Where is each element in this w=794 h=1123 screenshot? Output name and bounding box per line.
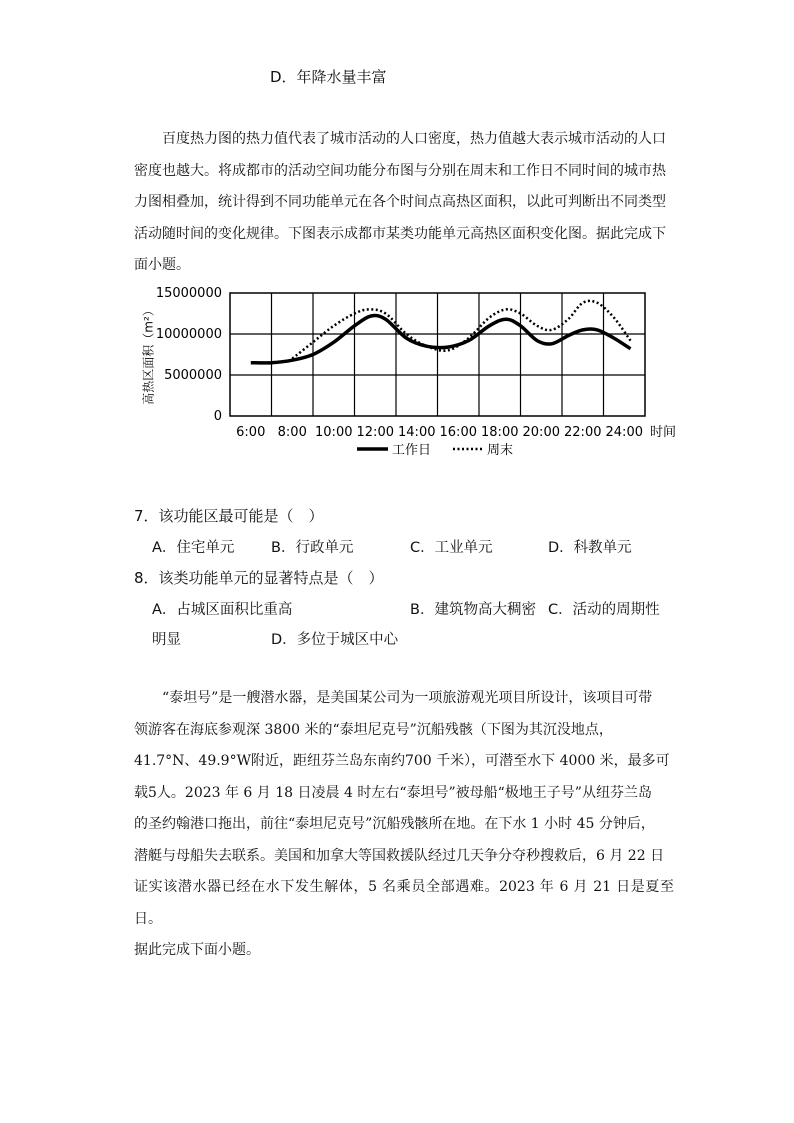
passage-line: 据此完成下面小题。 — [134, 942, 260, 958]
y-axis-label: 高热区面积（m²） — [141, 304, 156, 405]
passage-line: 载5人。2023 年 6 月 18 日凌晨 4 时左右“泰坦号”被母船“极地王子号”从纽芬兰岛 — [134, 784, 652, 801]
heat-area-chart — [135, 283, 680, 463]
q8-option-d[interactable]: D．多位于城区中心 — [271, 632, 399, 648]
question-7-stem: 7．该功能区最可能是（ ） — [134, 507, 324, 525]
x-tick-label: 8:00 — [277, 425, 307, 440]
q7-option-a[interactable]: A．住宅单元 — [152, 540, 235, 556]
x-tick-label: 24:00 — [605, 425, 643, 440]
q8-option-c-continued: 明显 — [152, 632, 181, 648]
intro-line: 密度也越大。将成都市的活动空间功能分布图与分别在周末和工作日不同时间的城市热 — [134, 162, 666, 179]
passage-line: 领游客在海底参观深 3800 米的“泰坦尼克号”沉船残骸（下图为其沉没地点， — [134, 721, 613, 738]
intro-line: 面小题。 — [134, 257, 190, 273]
y-tick-label: 0 — [213, 409, 222, 424]
legend-label-weekend: 周末 — [487, 443, 514, 458]
y-tick-label: 10000000 — [155, 327, 222, 342]
intro-line: 活动随时间的变化规律。下图表示成都市某类功能单元高热区面积变化图。据此完成下 — [134, 225, 666, 242]
x-tick-label: 18:00 — [481, 425, 519, 440]
passage-line: 证实该潜水器已经在水下发生解体，5 名乘员全部遇难。2023 年 6 月 21 日是夏至日。 — [134, 879, 674, 927]
x-tick-label: 12:00 — [356, 425, 394, 440]
passage-line: 41.7°N、49.9°W附近，距纽芬兰岛东南约700 千米），可潜至水下 4000 米，最多可 — [134, 753, 670, 769]
passage-line: 的圣约翰港口拖出，前往“泰坦尼克号”沉船残骸所在地。在下水 1 小时 45 分钟后， — [134, 816, 655, 832]
x-tick-label: 14:00 — [398, 425, 436, 440]
intro-line: 百度热力图的热力值代表了城市活动的人口密度，热力值越大表示城市活动的人口 — [162, 131, 666, 147]
x-axis-label: 时间 — [649, 425, 677, 440]
titan-passage — [134, 683, 674, 967]
x-tick-label: 22:00 — [564, 425, 602, 440]
q8-option-c[interactable]: C．活动的周期性 — [548, 602, 660, 618]
x-tick-label: 6:00 — [236, 425, 266, 440]
chart-legend — [357, 442, 513, 458]
q7-option-d[interactable]: D．科教单元 — [548, 540, 632, 556]
q7-option-b[interactable]: B．行政单元 — [271, 540, 354, 556]
question-8-stem: 8．该类功能单元的显著特点是（ ） — [134, 569, 384, 587]
x-tick-labels — [236, 425, 643, 440]
intro-paragraph — [134, 124, 674, 282]
previous-question-option-d: D．年降水量丰富 — [270, 68, 387, 86]
q7-option-c[interactable]: C．工业单元 — [410, 540, 493, 556]
x-tick-label: 20:00 — [522, 425, 560, 440]
y-tick-label: 15000000 — [155, 286, 222, 301]
legend-label-weekday: 工作日 — [392, 443, 432, 458]
y-tick-label: 5000000 — [164, 368, 222, 383]
chart-gridlines — [230, 293, 645, 416]
x-tick-label: 16:00 — [439, 425, 477, 440]
passage-line: 潜艇与母船失去联系。美国和加拿大等国救援队经过几天争分夺秒搜救后，6 月 22 日 — [134, 847, 665, 864]
series-line-weekday — [251, 316, 631, 363]
intro-line: 力图相叠加，统计得到不同功能单元在各个时间点高热区面积，以此可判断出不同类型 — [134, 194, 666, 210]
y-tick-labels — [156, 286, 222, 424]
passage-line: “泰坦号”是一艘潜水器，是美国某公司为一项旅游观光项目所设计，该项目可带 — [162, 690, 653, 706]
x-tick-label: 10:00 — [315, 425, 353, 440]
q8-option-b[interactable]: B．建筑物高大稠密 — [410, 602, 536, 618]
q8-option-a[interactable]: A．占城区面积比重高 — [152, 602, 293, 618]
